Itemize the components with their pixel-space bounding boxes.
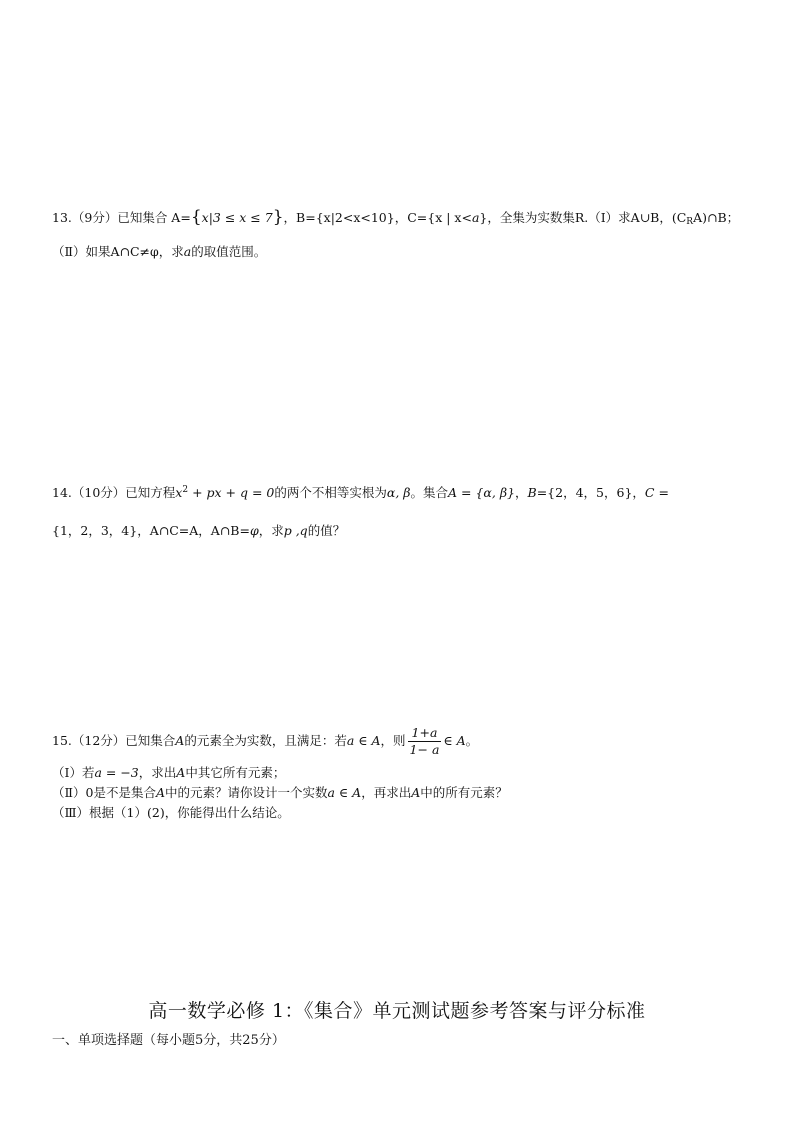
q13-text-3: }，全集为实数集R.（Ⅰ）求A∪B，(C <box>479 210 687 225</box>
q14-setA: A = {α, β} <box>448 485 515 500</box>
q14-phi: φ <box>249 523 259 538</box>
q13-var-a2: a <box>183 244 192 259</box>
q15-part3 <box>52 804 754 822</box>
q13-text-6: 的取值范围。 <box>191 244 267 259</box>
q13-line1: 13.（9分）已知集合 A={x|3 ≤ x ≤ 7}，B={x|2<x<10}，C={x | x<a}，全集为实数集R.（Ⅰ）求A∪B，$(C_RA)\cap B$； <box>52 207 740 227</box>
q15-A: A <box>175 733 185 748</box>
q14-text-1: 14.（10分）已知方程 <box>52 485 176 500</box>
q13-setA: x|3 ≤ x ≤ 7 <box>201 210 273 225</box>
q15-cond: a ∈ A <box>346 733 381 748</box>
q13-text-2: ，B={x|2<x<10}，C={x | x< <box>283 210 472 225</box>
q15-line1 <box>52 722 754 760</box>
q15-p2-A2: A <box>411 785 421 800</box>
q14-text-6: ，求 <box>258 523 284 538</box>
q15-text-1: 15.（12分）已知集合 <box>52 733 176 748</box>
q14-setC: = <box>654 485 669 500</box>
q15-fraction <box>408 725 442 758</box>
q15-p1-A: A <box>176 765 186 780</box>
q14-setB: ={2，4，5，6}， <box>536 485 645 500</box>
q15-p1-text-1: （Ⅰ）若 <box>52 765 95 780</box>
q14-roots: α, β <box>386 485 411 500</box>
q15-p2-text-1: （Ⅱ）0是不是集合 <box>52 785 156 800</box>
q13-var-a: a <box>471 210 480 225</box>
q15-frac-num: 1+a <box>408 725 442 742</box>
q13-text-1: 13.（9分）已知集合 A= <box>52 210 191 225</box>
q13-text-5: （Ⅱ）如果A∩C≠φ，求 <box>52 244 184 259</box>
q14-eq-rest: + px + q = 0 <box>188 485 275 500</box>
answer-title: 高一数学必修 1：《集合》单元测试题参考答案与评分标准 <box>148 1000 646 1022</box>
q14-eq-sup: 2 <box>182 485 189 495</box>
q13-sub-r: R <box>686 217 694 227</box>
q14-text-2: 的两个不相等实根为 <box>274 485 387 500</box>
q15-p2-cond: a ∈ A <box>327 785 362 800</box>
q15-text-3: ，则 <box>380 733 406 748</box>
q14-text-3: 。集合 <box>410 485 449 500</box>
q13-text-4: A)∩B； <box>693 210 740 225</box>
q15-end: 。 <box>465 733 479 748</box>
q15-p1-eq: a = −3 <box>94 765 139 780</box>
q15-p1-text-3: 中其它所有元素； <box>185 765 286 780</box>
q15-part2 <box>52 784 754 802</box>
q15-frac-den: 1− a <box>409 742 440 757</box>
q14-line2 <box>52 522 754 540</box>
q14-line1 <box>52 481 754 502</box>
q13-line2 <box>52 243 754 261</box>
q14-text-4: ， <box>515 485 528 500</box>
q15-p2-A: A <box>155 785 165 800</box>
q14-text-7: 的值？ <box>307 523 346 538</box>
q15-p1-text-2: ，求出 <box>138 765 177 780</box>
q14-pq: p ,q <box>283 523 308 538</box>
q15-post: ∈ A <box>443 733 466 748</box>
q14-text-5: {1，2，3，4}，A∩C=A，A∩B= <box>52 523 250 538</box>
q15-p2-text-4: 中的所有元素？ <box>420 785 508 800</box>
q15-part1 <box>52 764 754 782</box>
q14-eq-x: x <box>175 485 183 500</box>
q15-p3-text: （Ⅲ）根据（1）(2)，你能得出什么结论。 <box>52 805 290 820</box>
q15-text-2: 的元素全为实数，且满足：若 <box>184 733 347 748</box>
q14-var-b: B <box>527 485 537 500</box>
q14-var-c: C <box>644 485 655 500</box>
q15-p2-text-3: ，再求出 <box>361 785 412 800</box>
section-1-heading: 一、单项选择题（每小题5分，共25分） <box>52 1033 285 1048</box>
q15-p2-text-2: 中的元素？请你设计一个实数 <box>164 785 328 800</box>
